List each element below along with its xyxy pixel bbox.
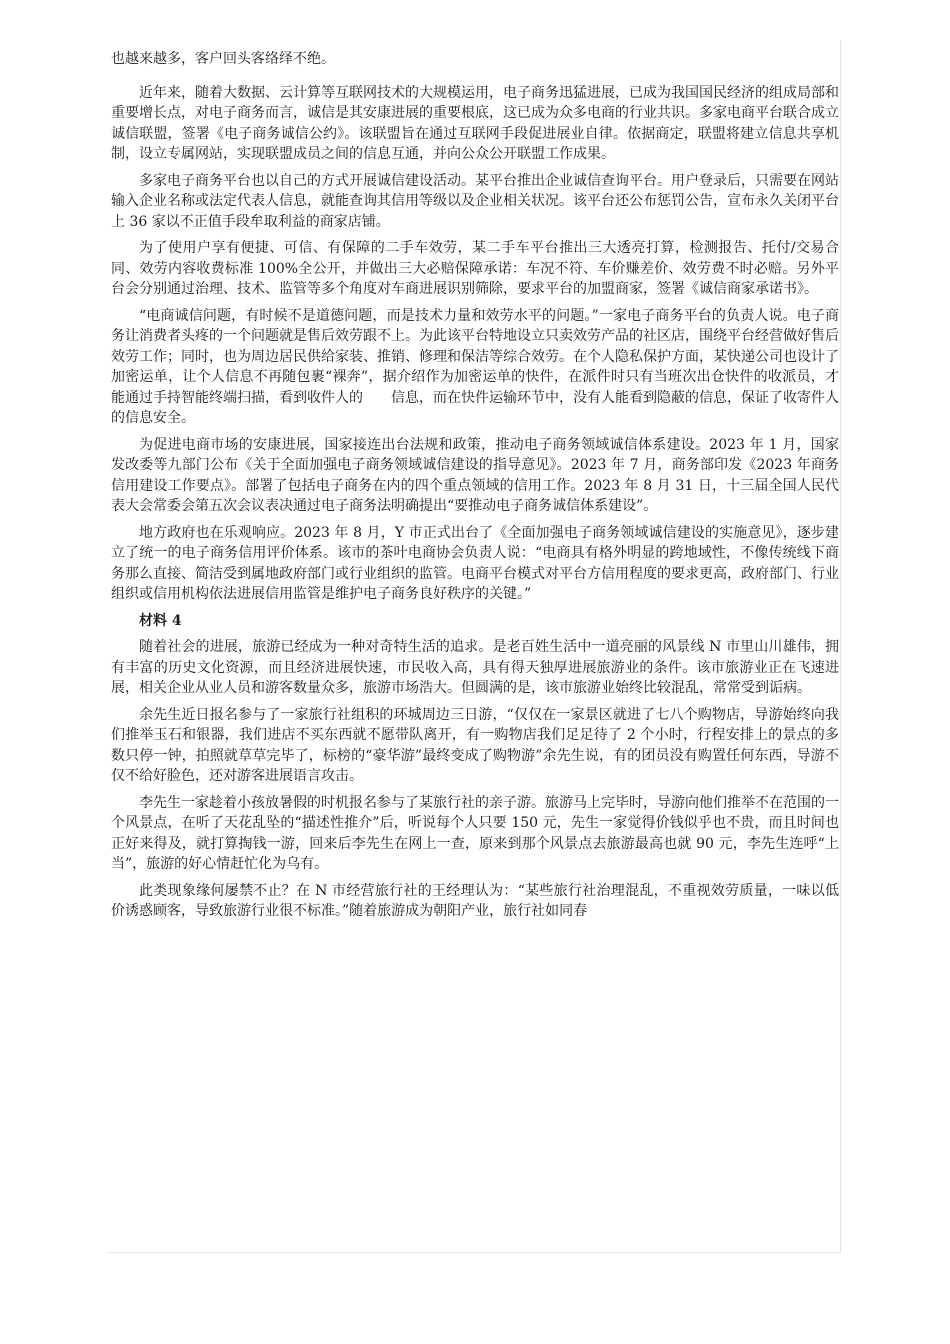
paragraph-national-policy: 为促进电商市场的安康进展，国家接连出台法规和政策，推动电子商务领域诚信体系建设。2023 年 1 月，国家发改委等九部门公布《关于全面加强电子商务领域诚信建设的指导意见》。2023 年 7 月，商务部印发《2023 年商务信用建设工作要点》。部署了包括电子商务在内的四个重点领域的信用工作。2023 年 8 月 31 日，十三届全国人民代表大会常委会第五次会议表决通过电子商务法明确提出“要推动电子商务诚信体系建设”。 xyxy=(111,436,839,514)
paragraph-ecommerce-integrity-alliance: 近年来，随着大数据、云计算等互联网技术的大规模运用，电子商务迅猛进展，已成为我国国民经济的组成局部和重要增长点，对电子商务而言，诚信是其安康进展的重要根底，这已成为众多电商的行业共识。多家电商平台联合成立诚信联盟，签署《电子商务诚信公约》。该联盟旨在通过互联网手段促进展业自律。依据商定，联盟将建立信息共享机制，设立专属网站，实现联盟成员之间的信息互通，并向公众公开联盟工作成果。 xyxy=(111,84,839,162)
paragraph-continued: 也越来越多，客户回头客络绎不绝。 xyxy=(111,51,335,67)
paragraph-local-government: 地方政府也在乐观响应。2023 年 8 月，Y 市正式出台了《全面加强电子商务领域诚信建设的实施意见》，逐步建立了统一的电子商务信用评价体系。该市的茶叶电商协会负责人说：“电商具有格外明显的跨地域性，不像传统线下商务那么直接、简洁受到属地政府部门或行业组织的监管。电商平台模式对平台方信用程度的要求更高，政府部门、行业组织或信用机构依法进展信用监管是维护电子商务良好秩序的关键。” xyxy=(111,524,839,602)
paragraph-after-sales-service: “电商诚信问题，有时候不是道德问题，而是技术力量和效劳水平的问题。”一家电子商务平台的负责人说。电子商务让消费者头疼的一个问题就是售后效劳跟不上。为此该平台特地设立只卖效劳产品的社区店，围绕平台经营做好售后效劳工作；同时，也为周边居民供给家装、推销、修理和保洁等综合效劳。在个人隐私保护方面，某快递公司也设计了加密运单，让个人信息不再随包裹“裸奔”，据介绍作为加密运单的快件，在派件时只有当班次出仓快件的收派员，才能通过手持智能终端扫描，看到收件人的 信息，而在快件运输环节中，没有人能看到隐蔽的信息，保证了收寄件人的信息安全。 xyxy=(111,307,839,426)
paragraph-platform-integrity-query: 多家电子商务平台也以自己的方式开展诚信建设活动。某平台推出企业诚信查询平台。用户登录后，只需要在网站输入企业名称或法定代表人信息，就能查询其信用等级以及企业相关状况。该平台还公布惩罚公告，宣布永久关闭平台上 36 家以不正值手段牟取利益的商家店铺。 xyxy=(111,172,839,230)
paragraph-tourism-development: 随着社会的进展，旅游已经成为一种对奇特生活的追求。是老百姓生活中一道亮丽的风景线 N 市里山川雄伟，拥有丰富的历史文化资源，而且经济进展快速，市民收入高，具有得天独厚进展旅游业的条件。该市旅游业正在飞速进展，相关企业从业人员和游客数量众多，旅游市场浩大。但圆满的是，该市旅游业始终比较混乱，常常受到诟病。 xyxy=(111,639,839,696)
document-body xyxy=(111,49,839,928)
paragraph-mr-yu-tour: 余先生近日报名参与了一家旅行社组积的环城周边三日游，“仅仅在一家景区就进了七八个购物店，导游始终向我们推举玉石和银器，我们进店不买东西就不愿带队离开，有一购物店我们足足待了 2 个小时，行程安排上的景点的多数只停一钟，拍照就草草完毕了，标榜的“豪华游”最终变成了购物游”余先生说，有的团员没有购置任何东西，导游不仅不给好脸色，还对游客进展语言攻击。 xyxy=(111,706,839,784)
paragraph-manager-wang: 此类现象缘何屡禁不止？在 N 市经营旅行社的王经理认为：“某些旅行社治理混乱，不重视效劳质量，一味以低价诱惑顾客，导致旅游行业很不标准。”随着旅游成为朝阳产业，旅行社如同春 xyxy=(111,882,839,919)
document-page xyxy=(108,40,841,1253)
paragraph-used-car-platform: 为了使用户享有便捷、可信、有保障的二手车效劳，某二手车平台推出三大透亮打算，检测报告、托付/交易合同、效劳内容收费标准 100%全公开，并做出三大必赔保障承诺：车况不符、车价赚差价、效劳费不时必赔。另外平台会分别通过治理、技术、监管等多个角度对车商进展识别筛除，要求平台的加盟商家，签署《诚信商家承诺书》。 xyxy=(111,240,839,297)
section-heading-material-4: 材料 4 xyxy=(139,612,182,629)
paragraph-mr-li-tour: 李先生一家趁着小孩放暑假的时机报名参与了某旅行社的亲子游。旅游马上完毕时，导游向他们推举不在范围的一个风景点，在听了天花乱坠的“描述性推介”后，听说每个人只要 150 元，先生一家觉得价钱似乎也不贵，而且时间也正好来得及，就打算掏钱一游，回来后李先生在网上一查，原来到那个风景点去旅游最高也就 90 元，李先生连呼“上当”，旅游的好心情赶忙化为乌有。 xyxy=(111,794,839,872)
